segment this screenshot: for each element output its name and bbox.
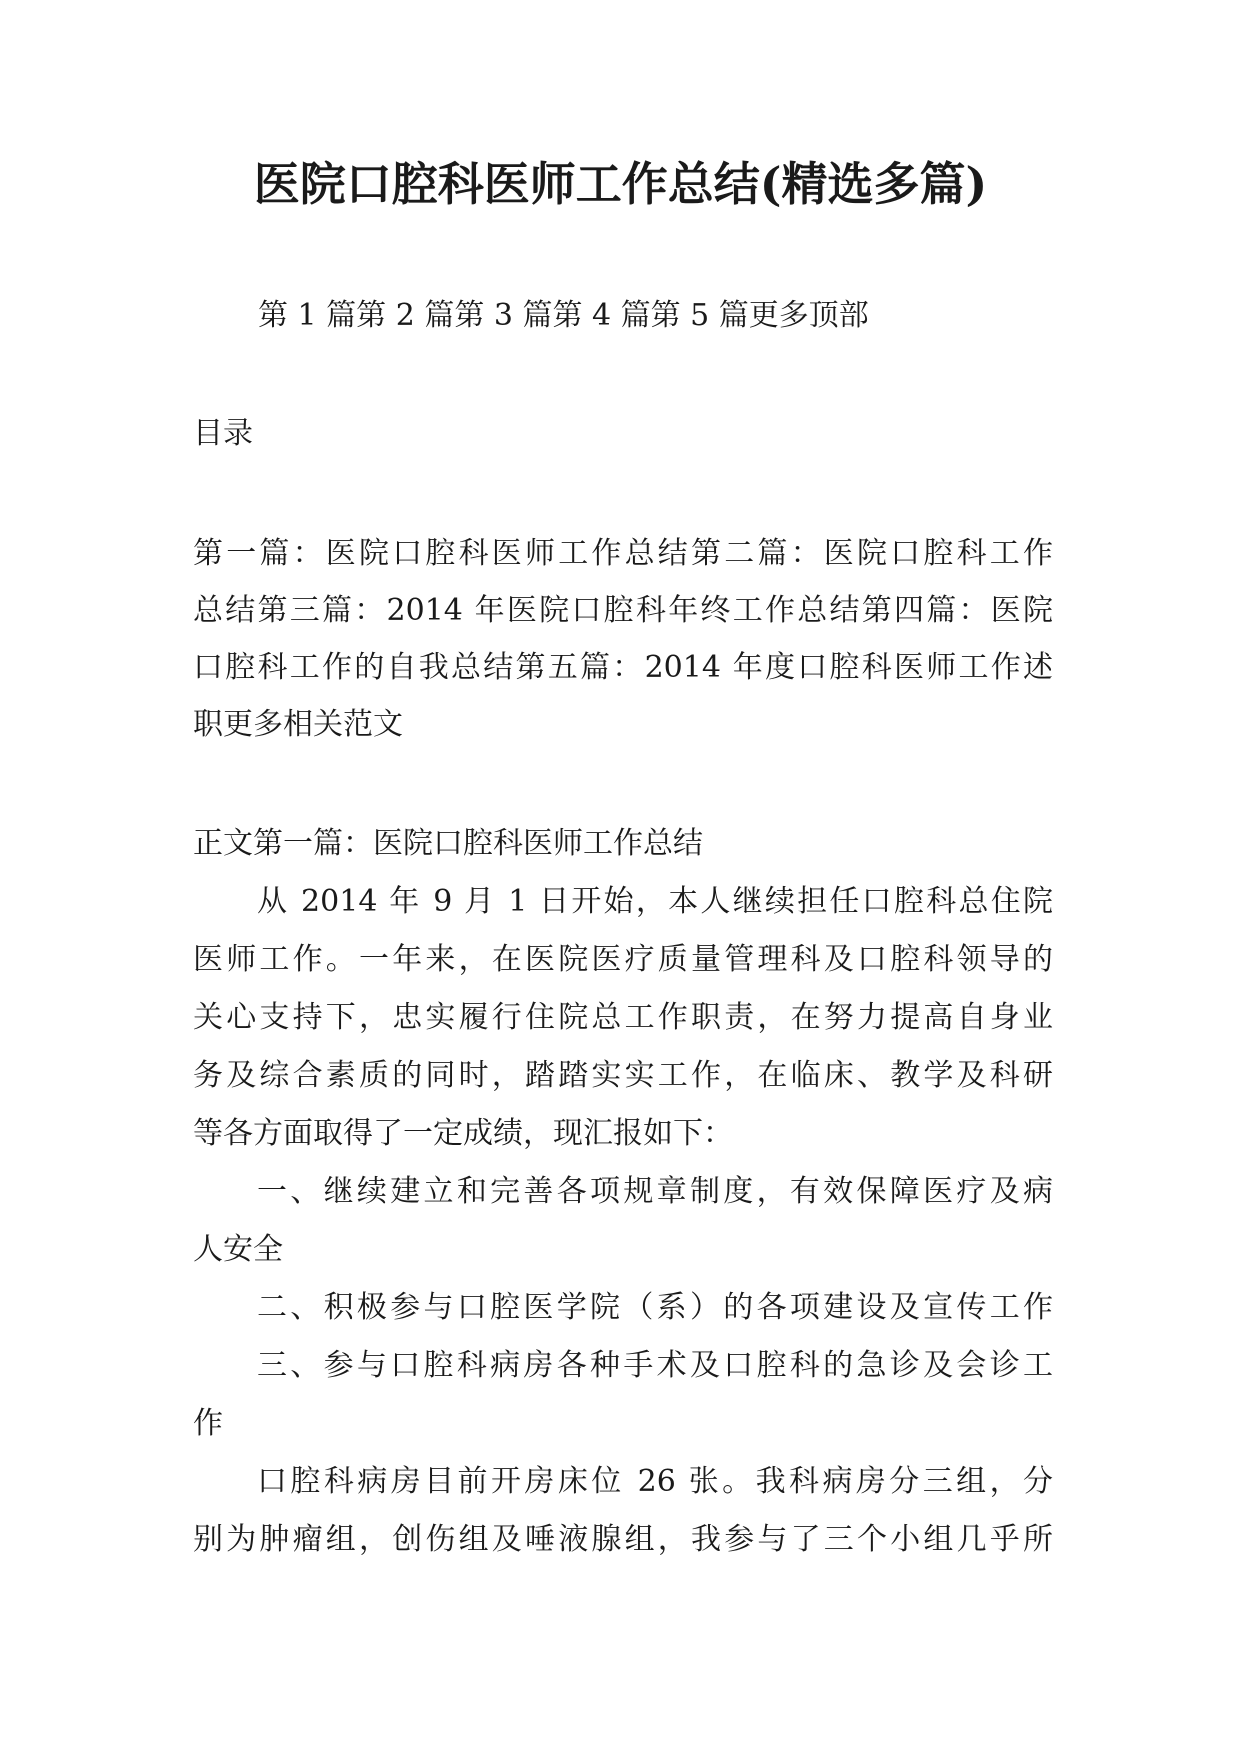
toc-line: 总结第三篇：2014 年医院口腔科年终工作总结第四篇：医院 xyxy=(193,593,1053,628)
body-line: 医师工作。一年来，在医院医疗质量管理科及口腔科领导的 xyxy=(193,942,1053,977)
body-line: 务及综合素质的同时，踏踏实实工作，在临床、教学及科研 xyxy=(193,1058,1053,1093)
toc-paragraph xyxy=(193,525,1053,753)
body-line: 二、积极参与口腔医学院（系）的各项建设及宣传工作 xyxy=(257,1290,1053,1325)
body-line: 等各方面取得了一定成绩，现汇报如下： xyxy=(193,1116,733,1151)
body-line: 关心支持下，忠实履行住院总工作职责，在努力提高自身业 xyxy=(193,1000,1053,1035)
body-line: 一、继续建立和完善各项规章制度，有效保障医疗及病 xyxy=(257,1174,1053,1209)
body-section-heading: 正文第一篇：医院口腔科医师工作总结 xyxy=(193,826,703,861)
body-line: 作 xyxy=(193,1406,223,1441)
toc-line: 职更多相关范文 xyxy=(193,707,403,742)
body-line: 别为肿瘤组，创伤组及唾液腺组，我参与了三个小组几乎所 xyxy=(193,1522,1053,1557)
toc-heading: 目录 xyxy=(193,416,253,451)
toc-line: 第一篇：医院口腔科医师工作总结第二篇：医院口腔科工作 xyxy=(193,536,1053,571)
body-line: 从 2014 年 9 月 1 日开始，本人继续担任口腔科总住院 xyxy=(257,884,1053,919)
body-line: 口腔科病房目前开房床位 26 张。我科病房分三组，分 xyxy=(257,1464,1053,1499)
body-line: 人安全 xyxy=(193,1232,283,1267)
document-title: 医院口腔科医师工作总结(精选多篇) xyxy=(253,157,988,211)
body-text xyxy=(193,815,1053,1569)
toc-line: 口腔科工作的自我总结第五篇：2014 年度口腔科医师工作述 xyxy=(193,650,1053,685)
body-line: 三、参与口腔科病房各种手术及口腔科的急诊及会诊工 xyxy=(257,1348,1053,1383)
section-nav: 第 1 篇第 2 篇第 3 篇第 4 篇第 5 篇更多顶部 xyxy=(258,298,869,333)
